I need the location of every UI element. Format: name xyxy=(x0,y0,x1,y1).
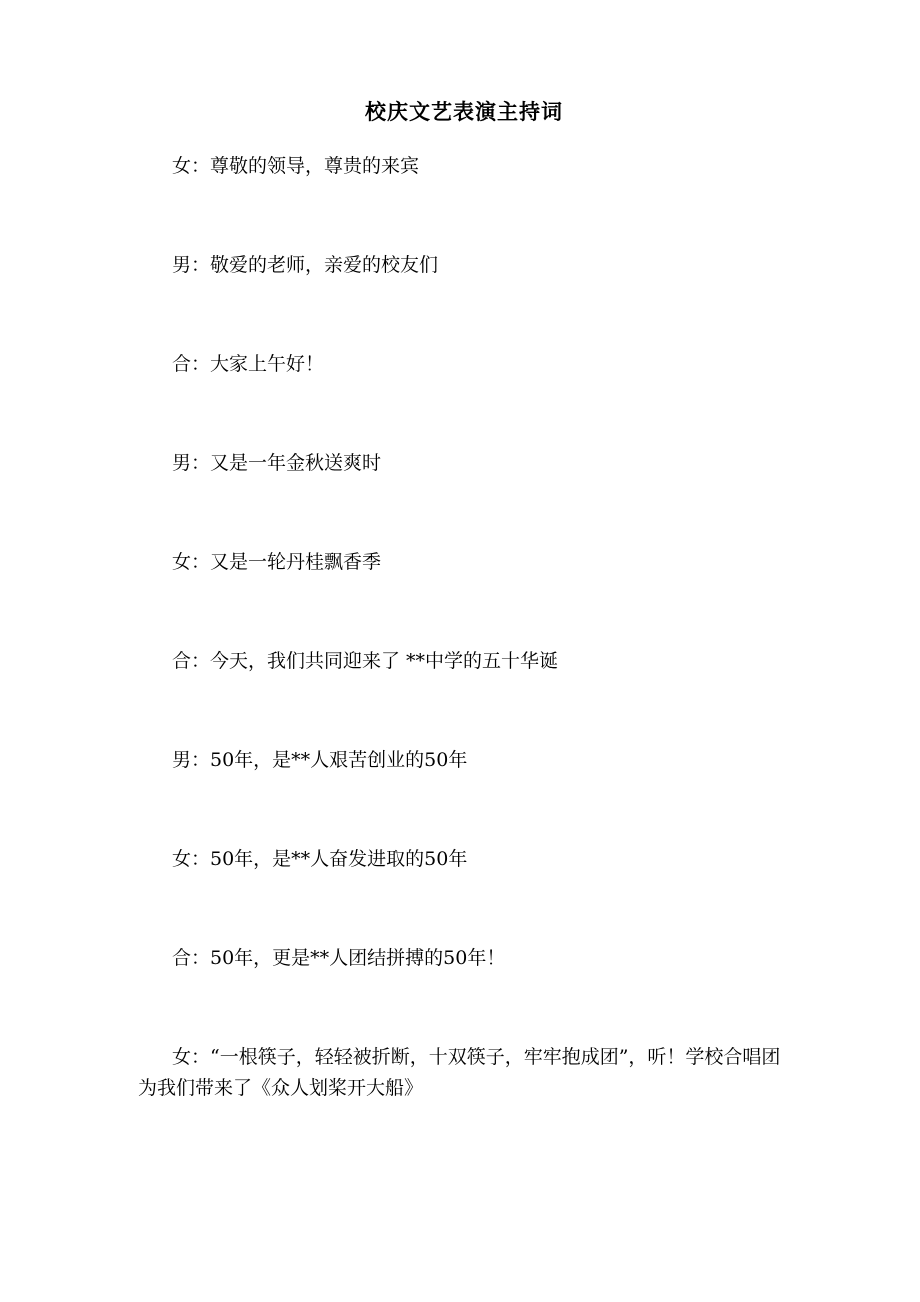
script-line: 男：又是一年金秋送爽时 xyxy=(172,452,382,474)
script-line: 合：50年，更是**人团结拼搏的50年！ xyxy=(172,947,506,969)
script-line: 合：今天，我们共同迎来了 **中学的五十华诞 xyxy=(172,650,559,672)
script-paragraph: 女：“一根筷子，轻轻被折断，十双筷子，牢牢抱成团”，听！学校合唱团为我们带来了《众人划桨开大船》 xyxy=(138,1046,781,1099)
script-line: 女：又是一轮丹桂飘香季 xyxy=(172,551,382,573)
script-line: 合：大家上午好！ xyxy=(172,353,325,375)
script-line: 男：50年，是**人艰苦创业的50年 xyxy=(172,749,468,771)
document-title: 校庆文艺表演主持词 xyxy=(365,99,563,124)
script-line: 男：敬爱的老师，亲爱的校友们 xyxy=(172,254,439,276)
script-line: 女：尊敬的领导，尊贵的来宾 xyxy=(172,155,420,177)
script-line: 女：50年，是**人奋发进取的50年 xyxy=(172,848,468,870)
